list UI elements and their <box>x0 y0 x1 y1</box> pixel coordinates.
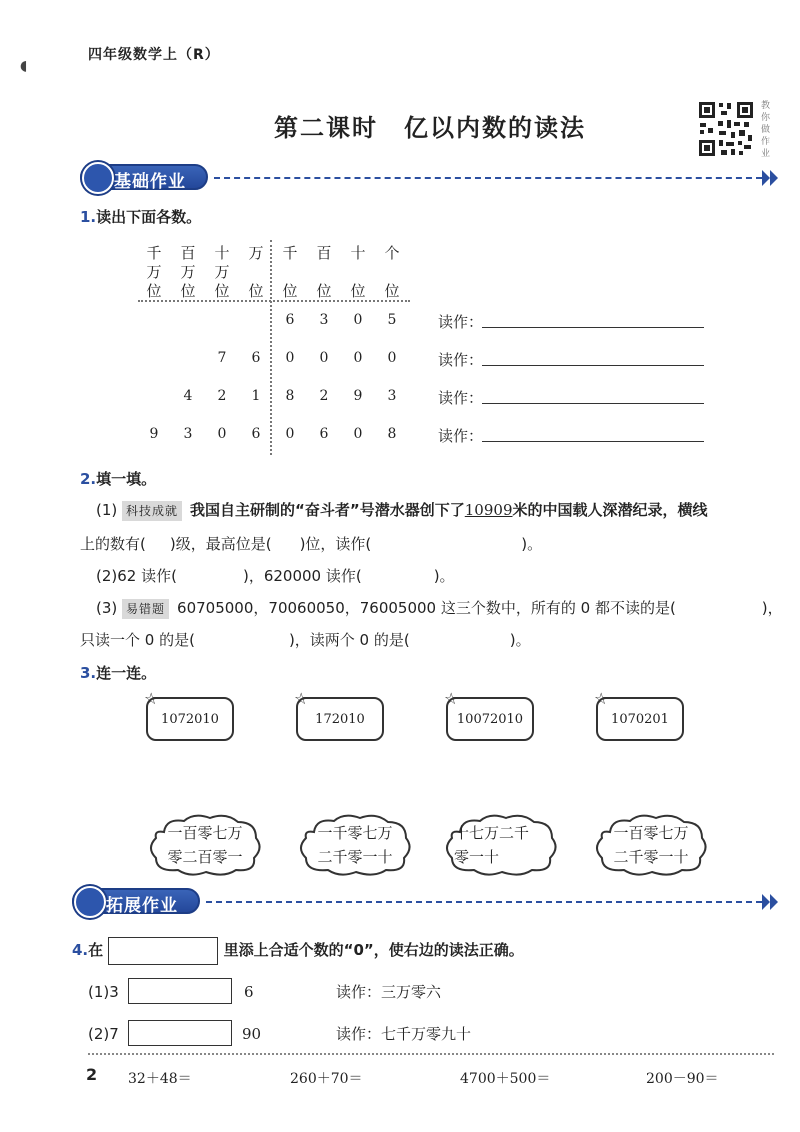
digit: 6 <box>285 312 295 328</box>
q2-part2: (2)62 读作( )，620000 读作( )。 <box>96 567 455 585</box>
digit: 5 <box>387 312 397 328</box>
digit: 0 <box>217 426 227 442</box>
footer-divider <box>88 1053 774 1055</box>
digit: 6 <box>319 426 329 442</box>
tag-error-prone: 易错题 <box>122 599 169 619</box>
answer-line[interactable] <box>482 402 704 404</box>
q4-item1-reading: 读作：三万零六 <box>336 983 442 1001</box>
lesson-title: 第二课时 亿以内数的读法 <box>274 114 586 142</box>
lightbulb-icon <box>82 162 114 194</box>
pv-header-ten-million: 千 万 位 <box>146 244 162 300</box>
pv-header-one: 个 位 <box>384 244 400 300</box>
digit: 9 <box>353 388 363 404</box>
digit: 4 <box>183 388 193 404</box>
digit: 0 <box>285 426 295 442</box>
q4-title: 4.在 里添上合适个数的“0”，使右边的读法正确。 <box>72 936 524 965</box>
digit: 3 <box>319 312 329 328</box>
depth-value: 10909 <box>464 501 513 519</box>
pv-divider-vertical <box>270 240 272 455</box>
reading-cloud[interactable]: 十七万二千 零一十 <box>442 812 560 878</box>
lightbulb-icon <box>74 886 106 918</box>
q4-item1-suffix: 6 <box>244 983 254 1001</box>
digit: 8 <box>285 388 295 404</box>
digit: 6 <box>251 426 261 442</box>
mental-calc: 32＋48＝ <box>128 1071 192 1087</box>
page-number: 2 <box>86 1065 98 1084</box>
pv-header-ten-thousand: 万 位 <box>248 244 264 300</box>
q2-part1-line2: 上的数有( )级，最高位是( )位，读作( )。 <box>80 535 543 553</box>
qr-caption: 教 你 做 作 业 <box>761 101 771 159</box>
digit: 0 <box>387 350 397 366</box>
q4-item2-answer-box[interactable] <box>128 1020 232 1046</box>
digit: 3 <box>183 426 193 442</box>
q4-item1-prefix: (1)3 <box>88 983 119 1001</box>
qr-code-icon[interactable] <box>697 100 755 158</box>
digit: 9 <box>149 426 159 442</box>
pv-header-ten: 十 位 <box>350 244 366 300</box>
corner-mark: ◖ <box>20 58 28 74</box>
digit: 0 <box>353 426 363 442</box>
digit: 0 <box>353 312 363 328</box>
mental-calc: 260＋70＝ <box>290 1071 363 1087</box>
reading-cloud[interactable]: 一百零七万 二千零一十 <box>592 812 710 878</box>
number-card[interactable]: ☆ 172010 <box>296 697 384 741</box>
digit: 8 <box>387 426 397 442</box>
pv-divider-horizontal <box>138 300 410 302</box>
digit: 2 <box>217 388 227 404</box>
q4-item1-answer-box[interactable] <box>128 978 232 1004</box>
pv-header-hundred-thousand: 十 万 位 <box>214 244 230 300</box>
section-basic-header <box>80 164 780 192</box>
digit: 1 <box>251 388 261 404</box>
reading-cloud[interactable]: 一千零七万 二千零一十 <box>296 812 414 878</box>
read-label: 读作： <box>438 427 484 445</box>
answer-line[interactable] <box>482 326 704 328</box>
reading-cloud[interactable]: 一百零七万 零二百零一 <box>146 812 264 878</box>
star-icon: ☆ <box>444 689 459 708</box>
read-label: 读作： <box>438 351 484 369</box>
answer-line[interactable] <box>482 440 704 442</box>
read-label: 读作： <box>438 389 484 407</box>
q2-part3-line2: 只读一个 0 的是( )，读两个 0 的是( )。 <box>80 631 531 649</box>
answer-line[interactable] <box>482 364 704 366</box>
digit: 3 <box>387 388 397 404</box>
number-card[interactable]: ☆ 1072010 <box>146 697 234 741</box>
star-icon: ☆ <box>144 689 159 708</box>
pv-header-hundred: 百 位 <box>316 244 332 300</box>
star-icon: ☆ <box>294 689 309 708</box>
tag-science-achievement: 科技成就 <box>122 501 182 521</box>
digit: 0 <box>353 350 363 366</box>
digit: 6 <box>251 350 261 366</box>
star-icon: ☆ <box>594 689 609 708</box>
number-card[interactable]: ☆ 10072010 <box>446 697 534 741</box>
q4-item2-prefix: (2)7 <box>88 1025 119 1043</box>
q4-item2-suffix: 90 <box>242 1025 262 1043</box>
read-label: 读作： <box>438 313 484 331</box>
digit: 0 <box>319 350 329 366</box>
example-box <box>108 937 218 965</box>
q2-title: 2.填一填。 <box>80 470 157 488</box>
pv-header-thousand: 千 位 <box>282 244 298 300</box>
book-title: 四年级数学上（R） <box>88 47 220 63</box>
digit: 7 <box>217 350 227 366</box>
q2-part1-line1: (1) 科技成就 我国自主研制的“奋斗者”号潜水器创下了10909米的中国载人深潜纪录，横线 <box>96 501 708 519</box>
section-basic-label: 基础作业 <box>114 172 186 192</box>
q4-item2-reading: 读作：七千万零九十 <box>336 1025 472 1043</box>
digit: 2 <box>319 388 329 404</box>
section-extend-header <box>72 888 780 916</box>
q1-title: 1.读出下面各数。 <box>80 208 202 226</box>
section-extend-label: 拓展作业 <box>106 896 178 916</box>
mental-calc: 200－90＝ <box>646 1071 719 1087</box>
number-card[interactable]: ☆ 1070201 <box>596 697 684 741</box>
q3-title: 3.连一连。 <box>80 664 157 682</box>
pv-header-hundred-thousand-ten-thousands: 百 万 位 <box>180 244 196 300</box>
mental-calc: 4700＋500＝ <box>460 1071 551 1087</box>
digit: 0 <box>285 350 295 366</box>
q2-part3-line1: (3) 易错题 60705000，70060050，76005000 这三个数中，所有的 0 都不读的是( )， <box>96 599 783 617</box>
